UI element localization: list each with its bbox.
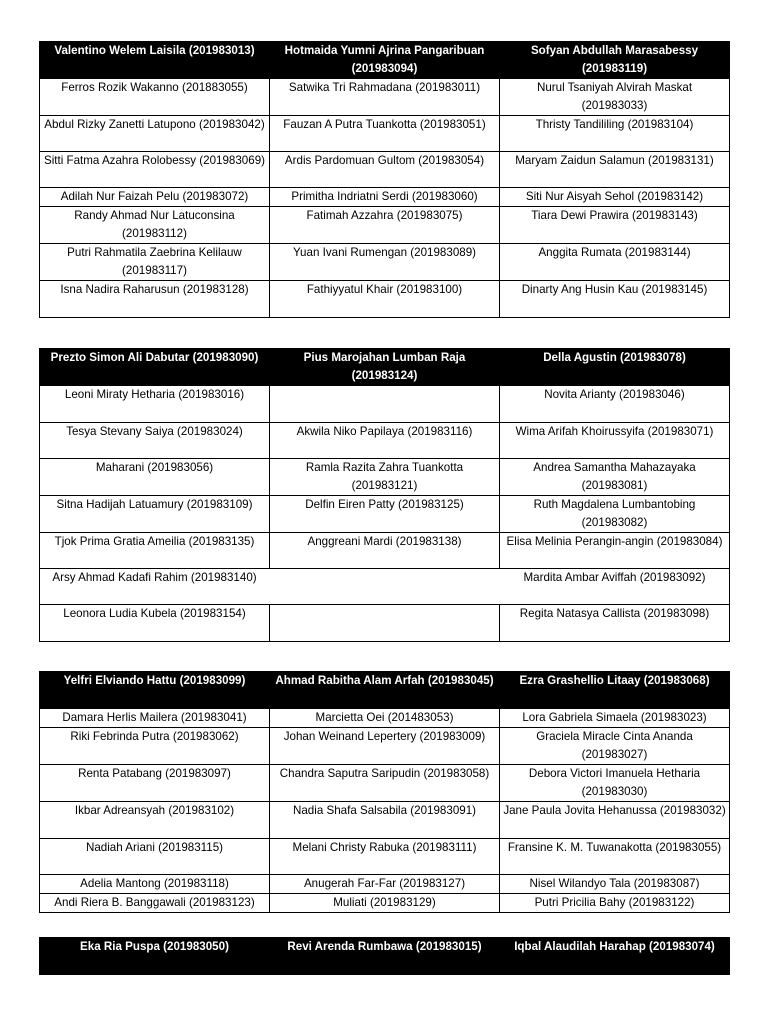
member-cell: Mardita Ambar Aviffah (201983092) xyxy=(500,569,730,605)
member-cell: Maharani (201983056) xyxy=(40,459,270,496)
member-cell: Marcietta Oei (201483053) xyxy=(270,709,500,728)
leader-cell: Sofyan Abdullah Marasabessy (201983119) xyxy=(500,42,730,79)
member-cell: Renta Patabang (201983097) xyxy=(40,765,270,802)
member-cell: Anugerah Far-Far (201983127) xyxy=(270,875,500,894)
member-row xyxy=(40,839,730,875)
member-cell: Regita Natasya Callista (201983098) xyxy=(500,605,730,642)
member-cell: Leoni Miraty Hetharia (201983016) xyxy=(40,386,270,423)
member-cell: Maryam Zaidun Salamun (201983131) xyxy=(500,152,730,188)
member-cell: Tiara Dewi Prawira (201983143) xyxy=(500,207,730,244)
member-cell: Fauzan A Putra Tuankotta (201983051) xyxy=(270,116,500,152)
member-cell: Putri Rahmatila Zaebrina Kelilauw (201983117) xyxy=(40,244,270,281)
group-table-3 xyxy=(39,671,730,913)
group-table-2 xyxy=(39,348,730,642)
member-cell: Sitti Fatma Azahra Rolobessy (201983069) xyxy=(40,152,270,188)
member-cell: Randy Ahmad Nur Latuconsina (201983112) xyxy=(40,207,270,244)
member-cell: Chandra Saputra Saripudin (201983058) xyxy=(270,765,500,802)
member-cell: Anggreani Mardi (201983138) xyxy=(270,533,500,569)
leader-cell: Eka Ria Puspa (201983050) xyxy=(40,938,270,975)
member-cell: Ferros Rozik Wakanno (201883055) xyxy=(40,79,270,116)
member-cell: Muliati (201983129) xyxy=(270,894,500,913)
member-cell: Ardis Pardomuan Gultom (201983054) xyxy=(270,152,500,188)
group-header-row xyxy=(40,672,730,709)
member-cell: Adilah Nur Faizah Pelu (201983072) xyxy=(40,188,270,207)
member-cell: Fathiyyatul Khair (201983100) xyxy=(270,281,500,318)
empty-cell xyxy=(270,569,500,605)
member-cell: Satwika Tri Rahmadana (201983011) xyxy=(270,79,500,116)
member-cell: Graciela Miracle Cinta Ananda (201983027) xyxy=(500,728,730,765)
member-cell: Siti Nur Aisyah Sehol (201983142) xyxy=(500,188,730,207)
member-row xyxy=(40,802,730,839)
member-cell: Adelia Mantong (201983118) xyxy=(40,875,270,894)
leader-cell: Iqbal Alaudilah Harahap (201983074) xyxy=(500,938,730,975)
group-table-1 xyxy=(39,41,730,318)
member-cell: Nadia Shafa Salsabila (201983091) xyxy=(270,802,500,839)
member-cell: Wima Arifah Khoirussyifa (201983071) xyxy=(500,423,730,459)
group-table-4 xyxy=(39,937,730,975)
member-cell: Damara Herlis Mailera (201983041) xyxy=(40,709,270,728)
member-row xyxy=(40,496,730,533)
member-cell: Abdul Rizky Zanetti Latupono (201983042) xyxy=(40,116,270,152)
member-row xyxy=(40,894,730,913)
leader-cell: Yelfri Elviando Hattu (201983099) xyxy=(40,672,270,709)
member-cell: Andi Riera B. Banggawali (201983123) xyxy=(40,894,270,913)
member-cell: Johan Weinand Lepertery (201983009) xyxy=(270,728,500,765)
member-cell: Tjok Prima Gratia Ameilia (201983135) xyxy=(40,533,270,569)
member-cell: Isna Nadira Raharusun (201983128) xyxy=(40,281,270,318)
member-cell: Elisa Melinia Perangin-angin (201983084) xyxy=(500,533,730,569)
member-row xyxy=(40,386,730,423)
member-cell: Delfin Eiren Patty (201983125) xyxy=(270,496,500,533)
member-row xyxy=(40,709,730,728)
empty-cell xyxy=(270,605,500,642)
member-row xyxy=(40,533,730,569)
member-row xyxy=(40,281,730,318)
member-cell: Yuan Ivani Rumengan (201983089) xyxy=(270,244,500,281)
member-row xyxy=(40,116,730,152)
member-row xyxy=(40,569,730,605)
leader-cell: Prezto Simon Ali Dabutar (201983090) xyxy=(40,349,270,386)
member-cell: Ruth Magdalena Lumbantobing (201983082) xyxy=(500,496,730,533)
member-row xyxy=(40,152,730,188)
leader-cell: Pius Marojahan Lumban Raja (201983124) xyxy=(270,349,500,386)
member-cell: Dinarty Ang Husin Kau (201983145) xyxy=(500,281,730,318)
member-cell: Leonora Ludia Kubela (201983154) xyxy=(40,605,270,642)
member-cell: Melani Christy Rabuka (201983111) xyxy=(270,839,500,875)
member-row xyxy=(40,244,730,281)
member-cell: Fatimah Azzahra (201983075) xyxy=(270,207,500,244)
member-cell: Thristy Tandililing (201983104) xyxy=(500,116,730,152)
empty-cell xyxy=(270,386,500,423)
member-cell: Nadiah Ariani (201983115) xyxy=(40,839,270,875)
group-header-row xyxy=(40,349,730,386)
member-cell: Lora Gabriela Simaela (201983023) xyxy=(500,709,730,728)
group-header-row xyxy=(40,938,730,975)
member-row xyxy=(40,728,730,765)
member-cell: Fransine K. M. Tuwanakotta (201983055) xyxy=(500,839,730,875)
member-row xyxy=(40,207,730,244)
member-row xyxy=(40,605,730,642)
member-cell: Anggita Rumata (201983144) xyxy=(500,244,730,281)
leader-cell: Revi Arenda Rumbawa (201983015) xyxy=(270,938,500,975)
member-row xyxy=(40,79,730,116)
leader-cell: Valentino Welem Laisila (201983013) xyxy=(40,42,270,79)
member-cell: Riki Febrinda Putra (201983062) xyxy=(40,728,270,765)
leader-cell: Ezra Grashellio Litaay (201983068) xyxy=(500,672,730,709)
member-cell: Primitha Indriatni Serdi (201983060) xyxy=(270,188,500,207)
leader-cell: Ahmad Rabitha Alam Arfah (201983045) xyxy=(270,672,500,709)
member-cell: Nisel Wilandyo Tala (201983087) xyxy=(500,875,730,894)
member-cell: Jane Paula Jovita Hehanussa (201983032) xyxy=(500,802,730,839)
member-row xyxy=(40,875,730,894)
member-cell: Arsy Ahmad Kadafi Rahim (201983140) xyxy=(40,569,270,605)
group-header-row xyxy=(40,42,730,79)
member-row xyxy=(40,188,730,207)
member-cell: Ramla Razita Zahra Tuankotta (201983121) xyxy=(270,459,500,496)
leader-cell: Della Agustin (201983078) xyxy=(500,349,730,386)
member-row xyxy=(40,459,730,496)
member-cell: Andrea Samantha Mahazayaka (201983081) xyxy=(500,459,730,496)
leader-cell: Hotmaida Yumni Ajrina Pangaribuan (201983094) xyxy=(270,42,500,79)
member-cell: Akwila Niko Papilaya (201983116) xyxy=(270,423,500,459)
member-cell: Ikbar Adreansyah (201983102) xyxy=(40,802,270,839)
member-row xyxy=(40,423,730,459)
member-cell: Putri Pricilia Bahy (201983122) xyxy=(500,894,730,913)
member-cell: Nurul Tsaniyah Alvirah Maskat (201983033) xyxy=(500,79,730,116)
member-cell: Tesya Stevany Saiya (201983024) xyxy=(40,423,270,459)
member-cell: Sitna Hadijah Latuamury (201983109) xyxy=(40,496,270,533)
member-cell: Novita Arianty (201983046) xyxy=(500,386,730,423)
member-cell: Debora Victori Imanuela Hetharia (201983030) xyxy=(500,765,730,802)
member-row xyxy=(40,765,730,802)
